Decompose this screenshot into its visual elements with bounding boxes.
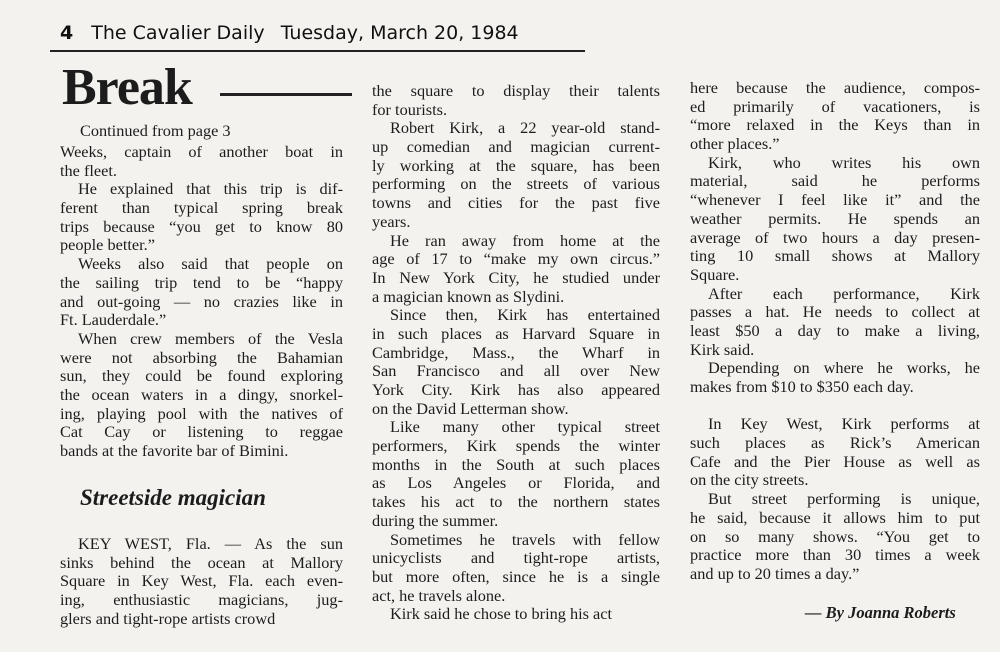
continued-line: Continued from page 3 (80, 121, 231, 140)
text-line: Square. (690, 264, 740, 284)
column-2 (372, 82, 660, 624)
column-1 (60, 143, 343, 461)
subhead: Streetside magician (80, 485, 266, 510)
text-line: for tourists. (372, 99, 448, 119)
text-line: as Los Angeles or Florida, and (372, 473, 660, 493)
text-line: on the city streets. (690, 470, 809, 490)
text-line: Cafe and the Pier House as well as (690, 451, 980, 471)
text-line: but more often, since he is a single (372, 566, 660, 586)
text-line: act, he travels alone. (372, 585, 506, 605)
text-line (690, 397, 980, 416)
text-line: a magician known as Slydini. (372, 286, 565, 306)
text-line: bands at the favorite bar of Bimini. (60, 441, 289, 460)
issue-date: Tuesday, March 20, 1984 (280, 22, 519, 44)
text-line: Weeks also said that people on (78, 254, 343, 274)
text-line: Depending on where he works, he (708, 358, 980, 378)
text-line: Robert Kirk, a 22 year-old stand- (390, 118, 660, 138)
text-line: Kirk, who writes his own (708, 152, 980, 172)
headline: Break (62, 59, 192, 116)
column-1-lower (60, 535, 343, 628)
text-line: ting 10 small shows at Mallory (690, 246, 980, 266)
text-line: here because the audience, compos- (690, 78, 980, 97)
text-line: trips because “you get to know 80 (60, 216, 343, 236)
text-line: were not absorbing the Bahamian (60, 347, 343, 367)
text-line: He explained that this trip is dif- (78, 179, 343, 199)
text-line: years. (372, 211, 411, 231)
text-line: ferent than typical spring break (60, 198, 343, 218)
text-line: makes from $10 to $350 each day. (690, 377, 914, 396)
text-line: other places.” (690, 134, 780, 154)
text-line: weather permits. He spends an (690, 208, 980, 228)
column-3 (690, 79, 980, 584)
text-line: ed primarily of vacationers, is (690, 96, 980, 116)
text-line: After each performance, Kirk (708, 283, 980, 303)
text-line: Ft. Lauderdale.” (60, 310, 167, 330)
text-line: When crew members of the Vesla (78, 328, 343, 348)
text-line: towns and cities for the past five (372, 193, 660, 213)
text-line: “whenever I feel like it” and the (690, 190, 980, 210)
text-line: glers and tight-rope artists crowd (60, 608, 276, 628)
newspaper-name: The Cavalier Daily (91, 22, 265, 44)
text-line: Kirk said. (690, 339, 755, 359)
text-line: ing, playing pool with the natives of (60, 403, 343, 423)
text-line: material, said he performs (690, 171, 980, 191)
text-line: In New York City, he studied under (372, 267, 660, 287)
headline-rule (220, 93, 352, 96)
text-line: the sailing trip tend to be “happy (60, 272, 343, 292)
text-line: least $50 a day to make a living, (690, 320, 980, 340)
text-line: Cat Cay or listening to reggae (60, 422, 343, 442)
byline: — By Joanna Roberts (805, 603, 956, 622)
text-line: in such places as Harvard Square in (372, 323, 660, 343)
text-line: on so many shows. “You get to (690, 526, 980, 546)
text-line: passes a hat. He needs to collect at (690, 302, 980, 322)
page-number: 4 (60, 22, 74, 44)
text-line: performing on the streets of various (372, 174, 660, 194)
text-line: the fleet. (60, 160, 117, 180)
text-line: Square in Key West, Fla. each even- (60, 571, 343, 591)
text-line: In Key West, Kirk performs at (708, 414, 980, 434)
text-line: Kirk said he chose to bring his act (390, 604, 613, 624)
text-line: takes his act to the northern states (372, 492, 660, 512)
text-line: the square to display their talents (372, 81, 660, 100)
text-line: the ocean waters in a dingy, snorkel- (60, 384, 343, 404)
text-line: San Francisco and all over New (372, 361, 660, 381)
text-line: age of 17 to “make my own circus.” (372, 249, 660, 269)
text-line: performers, Kirk spends the winter (372, 436, 660, 456)
text-line: He ran away from home at the (390, 230, 660, 250)
text-line: Sometimes he travels with fellow (390, 529, 660, 549)
text-line: such places as Rick’s American (690, 433, 980, 453)
text-line: KEY WEST, Fla. — As the sun (78, 534, 343, 553)
text-line: months in the South at such places (372, 454, 660, 474)
text-line: York City. Kirk has also appeared (372, 380, 660, 399)
text-line: average of two hours a day presen- (690, 227, 980, 247)
text-line: ly working at the square, has been (372, 155, 660, 175)
text-line: Cambridge, Mass., the Wharf in (372, 342, 660, 362)
text-line: Like many other typical street (390, 417, 660, 437)
text-line: and out-going — no crazies like in (60, 291, 343, 311)
text-line: on the David Letterman show. (372, 398, 569, 418)
masthead-rule (50, 50, 585, 52)
text-line: people better.” (60, 235, 155, 255)
text-line: sun, they could be found exploring (60, 366, 343, 386)
text-line: and up to 20 times a day.” (690, 563, 860, 583)
text-line: practice more than 30 times a week (690, 545, 980, 565)
text-line: unicyclists and tight-rope artists, (372, 548, 660, 568)
text-line: Weeks, captain of another boat in (60, 142, 343, 161)
text-line: Since then, Kirk has entertained (390, 305, 660, 325)
masthead (60, 22, 519, 44)
text-line: ing, enthusiastic magicians, jug- (60, 590, 343, 610)
text-line: he said, because it allows him to put (690, 507, 980, 527)
text-line: “more relaxed in the Keys than in (690, 115, 980, 135)
text-line: sinks behind the ocean at Mallory (60, 552, 343, 572)
text-line: during the summer. (372, 510, 499, 530)
text-line: But street performing is unique, (708, 489, 980, 509)
text-line: up comedian and magician current- (372, 137, 660, 157)
